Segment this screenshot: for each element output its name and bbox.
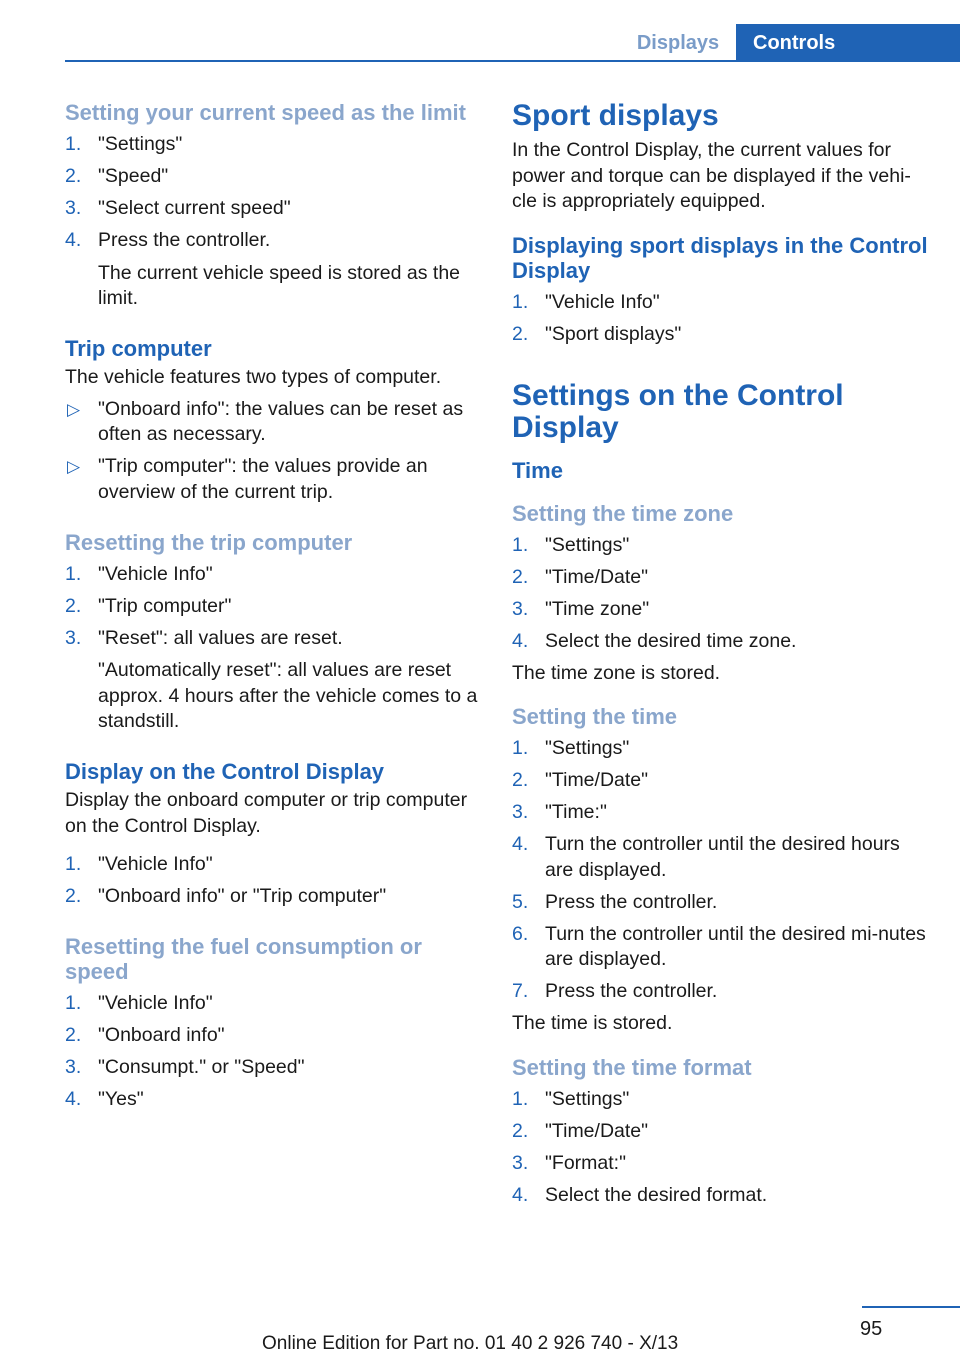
heading-displaying-sport-displays: Displaying sport displays in the Control Display — [512, 232, 928, 283]
sport-displays-intro: In the Control Display, the current values for power and torque can be displayed if the vehi-cle is appropriately equipped. — [512, 139, 911, 212]
step-number: 4. — [512, 833, 529, 855]
step-text: "Onboard info" or "Trip computer" — [98, 885, 387, 907]
step-text: "Time/Date" — [545, 1119, 649, 1142]
list-item — [512, 922, 932, 973]
step-number: 5. — [512, 890, 529, 913]
step-text: Select the desired format. — [545, 1183, 768, 1206]
step-text: "Time:" — [545, 801, 607, 823]
header-rule — [65, 60, 960, 62]
list-item — [65, 626, 483, 735]
heading-display-on-control-display: Display on the Control Display — [65, 759, 385, 784]
step-text: "Trip computer" — [98, 594, 232, 617]
step-number: 3. — [65, 626, 82, 649]
heading-time: Time — [512, 457, 563, 483]
step-number: 7. — [512, 980, 529, 1002]
step-number: 4. — [512, 1183, 529, 1206]
list-item — [65, 1087, 483, 1113]
tab-displays: Displays — [636, 32, 720, 54]
step-number: 6. — [512, 922, 529, 945]
step-text: "Settings" — [545, 1087, 630, 1110]
time-zone-stored-text: The time zone is stored. — [512, 661, 721, 684]
list-item — [512, 629, 932, 655]
time-stored-text: The time is stored. — [512, 1012, 673, 1034]
step-number: 2. — [512, 565, 529, 588]
edition-footer: Online Edition for Part no. 01 40 2 926 740 - X/13 — [262, 1333, 679, 1354]
list-item — [65, 228, 483, 312]
step-number: 1. — [65, 562, 82, 585]
step-number: 1. — [512, 290, 529, 313]
list-item — [512, 1087, 932, 1113]
step-text: Turn the controller until the desired hours are displayed. — [545, 833, 900, 881]
list-item — [65, 454, 483, 505]
step-text: Select the desired time zone. — [545, 629, 797, 652]
step-text: "Vehicle Info" — [545, 290, 660, 313]
step-text: "Settings" — [98, 133, 183, 155]
step-number: 2. — [512, 769, 529, 791]
list-item — [512, 565, 932, 591]
list-item — [512, 1151, 932, 1177]
heading-setting-time-zone: Setting the time zone — [512, 500, 734, 526]
heading-resetting-trip-computer: Resetting the trip computer — [65, 529, 353, 555]
list-item — [65, 397, 483, 448]
step-number: 1. — [65, 992, 82, 1014]
step-number: 1. — [512, 533, 529, 556]
step-text: Press the controller. — [545, 980, 718, 1002]
step-number: 1. — [65, 853, 82, 875]
list-item — [512, 597, 932, 623]
list-item — [65, 991, 483, 1017]
step-number: 1. — [65, 133, 82, 155]
step-number: 2. — [512, 1119, 529, 1142]
list-resetting-fuel-consumption — [65, 991, 483, 1113]
list-item — [512, 800, 932, 826]
step-number: 2. — [512, 322, 529, 345]
step-text: "Speed" — [98, 165, 169, 187]
triangle-bullet-icon: ▷ — [67, 399, 81, 419]
list-item — [65, 562, 483, 588]
step-text: "Settings" — [545, 737, 630, 759]
list-item — [512, 768, 932, 794]
step-number: 2. — [65, 594, 82, 617]
step-text: Press the controller. — [98, 229, 271, 251]
step-text: "Vehicle Info" — [98, 562, 213, 585]
step-text: "Time zone" — [545, 597, 650, 620]
step-number: 3. — [65, 197, 82, 219]
step-number: 3. — [512, 597, 529, 620]
step-text: "Vehicle Info" — [98, 992, 213, 1014]
trip-computer-intro: The vehicle features two types of computer. — [65, 366, 442, 388]
list-setting-time-zone — [512, 533, 932, 655]
page-number: 95 — [860, 1318, 883, 1340]
step-number: 4. — [65, 1088, 82, 1110]
step-note: The current vehicle speed is stored as the limit. — [98, 261, 461, 309]
list-item — [512, 533, 932, 559]
list-setting-time — [512, 736, 932, 1005]
footer-rule — [862, 1306, 960, 1308]
list-speed-limit — [65, 132, 483, 312]
heading-settings-on-control-display: Settings on the Control Display — [512, 378, 844, 444]
list-item — [512, 1119, 932, 1145]
list-item — [65, 132, 483, 158]
step-text: "Time/Date" — [545, 769, 649, 791]
list-item — [512, 979, 932, 1005]
step-number: 1. — [512, 1087, 529, 1110]
list-item — [65, 594, 483, 620]
list-item — [65, 1023, 483, 1049]
step-text: Press the controller. — [545, 890, 718, 913]
list-item — [512, 290, 932, 316]
list-resetting-trip-computer — [65, 562, 483, 735]
heading-setting-time-format: Setting the time format — [512, 1054, 752, 1080]
heading-speed-limit: Setting your current speed as the limit — [65, 100, 466, 125]
step-number: 2. — [65, 165, 82, 187]
step-note: "Automatically reset": all values are reset approx. 4 hours after the vehicle comes to a standstill. — [98, 659, 478, 732]
step-text: "Sport displays" — [545, 322, 682, 345]
list-computer-types — [65, 397, 483, 506]
triangle-bullet-icon: ▷ — [67, 457, 81, 476]
list-item — [65, 164, 483, 190]
step-text: "Onboard info" — [98, 1024, 225, 1046]
step-text: "Reset": all values are reset. — [98, 626, 343, 649]
step-number: 1. — [512, 737, 529, 759]
step-text: "Consumpt." or "Speed" — [98, 1056, 305, 1078]
heading-resetting-fuel-consumption: Resetting the fuel consumption or speed — [65, 934, 422, 984]
step-number: 3. — [512, 1151, 529, 1174]
list-item — [512, 322, 932, 348]
heading-sport-displays: Sport displays — [512, 99, 719, 132]
list-item — [512, 832, 932, 883]
list-item — [512, 890, 932, 916]
right-column — [512, 100, 932, 1215]
step-number: 2. — [65, 1024, 82, 1046]
heading-trip-computer: Trip computer — [65, 336, 212, 361]
list-sport-displays — [512, 290, 932, 348]
list-setting-time-format — [512, 1087, 932, 1209]
step-number: 3. — [512, 801, 529, 823]
list-item — [65, 884, 483, 910]
left-column — [65, 100, 483, 1119]
step-text: "Vehicle Info" — [98, 853, 213, 875]
list-item — [65, 196, 483, 222]
step-text: "Settings" — [545, 533, 630, 556]
display-intro: Display the onboard computer or trip computer on the Control Display. — [65, 789, 468, 837]
heading-setting-time: Setting the time — [512, 704, 678, 729]
list-item — [512, 1183, 932, 1209]
bullet-text: "Onboard info": the values can be reset as often as necessary. — [98, 397, 464, 445]
step-text: "Yes" — [98, 1088, 144, 1110]
step-text: "Time/Date" — [545, 565, 649, 588]
step-text: Turn the controller until the desired mi-nutes are displayed. — [545, 922, 926, 970]
step-number: 3. — [65, 1056, 82, 1078]
step-number: 4. — [65, 229, 82, 251]
step-number: 4. — [512, 629, 529, 652]
step-number: 2. — [65, 885, 82, 907]
tab-controls: Controls — [736, 24, 960, 62]
list-item — [65, 1055, 483, 1081]
bullet-text: "Trip computer": the values provide an overview of the current trip. — [98, 455, 428, 503]
list-item — [65, 852, 483, 878]
list-item — [512, 736, 932, 762]
list-display-on-control-display — [65, 852, 483, 910]
step-text: "Format:" — [545, 1151, 627, 1174]
step-text: "Select current speed" — [98, 197, 291, 219]
